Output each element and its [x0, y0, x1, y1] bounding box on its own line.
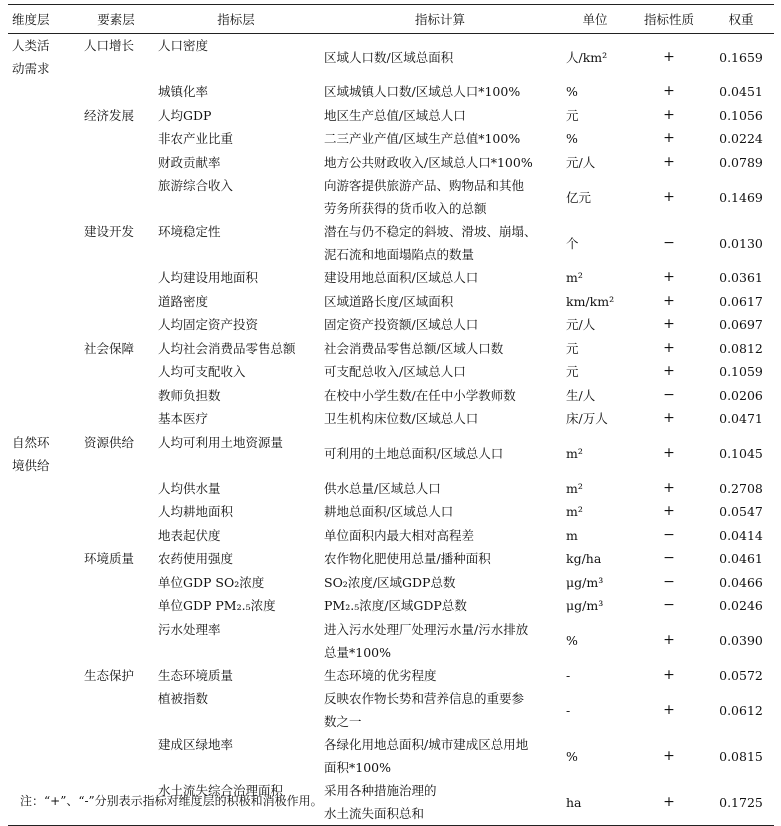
unit-cell: -: [566, 702, 571, 718]
calculation-cell: [320, 174, 560, 220]
element-cell: [80, 664, 152, 688]
indicator-cell: 人均耕地面积: [158, 504, 234, 519]
calculation-line: SO₂浓度/区域GDP总数: [324, 574, 456, 590]
unit-cell: m²: [566, 504, 583, 520]
calculation-cell: [320, 360, 560, 384]
calculation-line: 耕地总面积/区域总人口: [324, 504, 454, 520]
nature-sign-cell: +: [663, 363, 675, 380]
calculation-line: 区域人口数/区域总面积: [324, 49, 454, 65]
indicator-cell: 水土流失综合治理面积: [152, 779, 320, 826]
table-row: [8, 384, 774, 408]
nature-sign-cell: +: [663, 747, 675, 764]
nature-sign-cell: +: [663, 479, 675, 496]
dimension-cell: [8, 174, 80, 220]
indicator-cell: 人均可利用土地资源量: [158, 434, 284, 450]
calculation-line: 二三产业产值/区域生产总值*100%: [324, 131, 521, 147]
dimension-cell: [8, 104, 80, 128]
header-weight: 权重: [708, 5, 774, 34]
table-row: [8, 477, 774, 501]
dimension-cell: [8, 431, 80, 477]
calculation-cell: [320, 618, 560, 664]
nature-sign-cell: +: [663, 269, 675, 286]
element-cell: [80, 431, 152, 477]
dimension-cell: [8, 477, 80, 501]
calculation-line: 地区生产总值/区域总人口: [324, 107, 466, 123]
unit-cell: m²: [566, 446, 583, 461]
unit-cell: 床/万人: [566, 411, 608, 427]
calculation-line: 在校中小学生数/在任中小学教师数: [324, 387, 516, 403]
indicator-cell: 建成区绿地率: [158, 737, 234, 752]
weight-cell: 0.1469: [719, 189, 763, 205]
dimension-cell: [8, 664, 80, 688]
weight-cell: 0.2708: [719, 480, 763, 496]
indicator-cell: 人均固定资产投资: [158, 317, 259, 332]
element-cell: [80, 313, 152, 337]
weight-cell: 0.0572: [719, 667, 763, 683]
calculation-cell: [320, 104, 560, 128]
calculation-line: 地方公共财政收入/区域总人口*100%: [324, 154, 533, 170]
calculation-line: 反映农作物长势和营养信息的重要参: [324, 691, 525, 706]
indicator-cell: 城镇化率: [158, 84, 209, 99]
indicator-cell: 财政贡献率: [158, 154, 221, 170]
element-cell: [80, 290, 152, 314]
calculation-line: 区域城镇人口数/区域总人口*100%: [324, 84, 521, 100]
weight-cell: 0.0130: [719, 235, 763, 251]
dimension-cell: [8, 407, 80, 431]
unit-cell: 亿元: [566, 189, 592, 205]
weight-cell: 0.1059: [719, 364, 763, 380]
weight-cell: 0.0612: [719, 702, 763, 718]
nature-sign-cell: +: [663, 188, 675, 205]
weight-cell: 0.1056: [719, 107, 763, 123]
element-cell: [80, 687, 152, 733]
calculation-line: 社会消费品零售总额/区域人口数: [324, 340, 504, 356]
dimension-label-line2: 境供给: [12, 457, 50, 473]
table-row: [8, 687, 774, 733]
calculation-cell: [320, 80, 560, 104]
dimension-label-line1: 人类活: [12, 38, 50, 53]
table-row: [8, 80, 774, 104]
nature-sign-cell: +: [663, 83, 675, 100]
dimension-cell: [8, 151, 80, 175]
element-cell: [80, 151, 152, 175]
unit-cell: 个: [566, 235, 579, 251]
nature-sign-cell: −: [663, 234, 675, 251]
unit-cell: 元: [566, 364, 579, 380]
unit-cell: ha: [560, 779, 630, 826]
table-row: [8, 431, 774, 477]
indicator-cell: 人均供水量: [158, 480, 221, 496]
element-cell: [80, 34, 152, 81]
calculation-line: 卫生机构床位数/区域总人口: [324, 411, 479, 427]
element-cell: [80, 80, 152, 104]
nature-sign-cell: +: [663, 503, 675, 520]
weight-cell: 0.0547: [719, 504, 763, 520]
unit-cell: km/km²: [566, 293, 615, 309]
nature-sign-cell: +: [663, 292, 675, 309]
element-label: 环境质量: [84, 551, 135, 566]
calculation-cell: [320, 500, 560, 524]
unit-cell: m²: [566, 480, 583, 496]
element-cell: [80, 104, 152, 128]
table-row: [8, 547, 774, 571]
calculation-line: PM₂.₅浓度/区域GDP总数: [324, 598, 467, 614]
dimension-cell: [8, 594, 80, 618]
calculation-cell: [320, 733, 560, 779]
calculation-line: 进入污水处理厂处理污水量/污水排放: [324, 621, 529, 637]
dimension-label-line1: 自然环: [12, 434, 50, 450]
nature-sign-cell: +: [663, 339, 675, 356]
nature-sign-cell: +: [663, 106, 675, 123]
nature-sign-cell: +: [663, 153, 675, 170]
nature-sign-cell: +: [663, 410, 675, 427]
nature-sign-cell: −: [663, 386, 675, 403]
indicator-table: [8, 4, 774, 826]
dimension-cell: [8, 360, 80, 384]
element-label: 人口增长: [84, 38, 135, 53]
indicator-cell: 非农产业比重: [158, 131, 234, 146]
weight-cell: 0.0451: [719, 84, 763, 100]
table-row: [8, 174, 774, 220]
calculation-cell: [320, 290, 560, 314]
weight-cell: 0.1659: [719, 49, 763, 65]
indicator-cell: 地表起伏度: [158, 527, 221, 543]
dimension-cell: [8, 80, 80, 104]
dimension-cell: [8, 571, 80, 595]
unit-cell: %: [566, 748, 578, 764]
calculation-line: 区域道路长度/区域面积: [324, 293, 454, 309]
element-label: 建设开发: [84, 224, 135, 239]
calculation-cell: [320, 127, 560, 151]
table-row: [8, 571, 774, 595]
calculation-line: 各绿化用地总面积/城市建成区总用地: [324, 737, 529, 752]
dimension-cell: [8, 127, 80, 151]
calculation-cell: [320, 594, 560, 618]
indicator-cell: 单位GDP SO₂浓度: [158, 574, 265, 590]
indicator-cell: 植被指数: [158, 691, 209, 706]
calculation-cell: [320, 431, 560, 477]
indicator-cell: 污水处理率: [158, 621, 221, 637]
calculation-cell: [320, 313, 560, 337]
unit-cell: -: [566, 667, 571, 683]
table-row: [8, 34, 774, 81]
indicator-cell: 环境稳定性: [158, 224, 221, 239]
calculation-cell: [320, 220, 560, 266]
weight-cell: 0.0361: [719, 270, 763, 286]
dimension-cell: [8, 618, 80, 664]
dimension-cell: [8, 220, 80, 266]
weight-cell: 0.0414: [719, 527, 763, 543]
element-cell: [80, 384, 152, 408]
calculation-cell: [320, 266, 560, 290]
calculation-cell: [320, 337, 560, 361]
header-element: 要素层: [80, 5, 152, 34]
weight-cell: 0.0812: [719, 340, 763, 356]
unit-cell: m²: [566, 270, 583, 286]
dimension-cell: [8, 547, 80, 571]
weight-cell: 0.0789: [719, 154, 763, 170]
weight-cell: 0.0617: [719, 293, 763, 309]
element-cell: [80, 266, 152, 290]
calculation-cell: [320, 151, 560, 175]
element-cell: [80, 594, 152, 618]
table-row: [8, 733, 774, 779]
dimension-label-line2: 动需求: [12, 61, 50, 76]
indicator-cell: 人均社会消费品零售总额: [158, 340, 296, 356]
table-row: [8, 127, 774, 151]
dimension-cell: [8, 290, 80, 314]
calculation-line: 固定资产投资额/区域总人口: [324, 317, 479, 333]
table-row: [8, 104, 774, 128]
indicator-cell: 旅游综合收入: [158, 178, 234, 193]
element-label: 经济发展: [84, 107, 135, 123]
table-row: [8, 151, 774, 175]
element-cell: [80, 407, 152, 431]
calculation-line: 生态环境的优劣程度: [324, 667, 437, 683]
calculation-line: 劳务所获得的货币收入的总额: [324, 201, 487, 216]
indicator-table-container: [8, 4, 774, 826]
table-header: [8, 5, 774, 34]
unit-cell: 元: [566, 107, 579, 123]
dimension-cell: [8, 337, 80, 361]
weight-cell: 0.0697: [719, 317, 763, 333]
calculation-line: 单位面积内最大相对高程差: [324, 527, 475, 543]
unit-cell: %: [566, 633, 578, 648]
table-row: [8, 266, 774, 290]
unit-cell: %: [566, 84, 578, 100]
nature-sign-cell: −: [663, 526, 675, 543]
header-calculation: 指标计算: [320, 5, 560, 34]
weight-cell: 0.1045: [719, 446, 763, 461]
dimension-cell: [8, 34, 80, 81]
calculation-cell: [320, 571, 560, 595]
calculation-cell: [320, 524, 560, 548]
element-cell: [80, 500, 152, 524]
weight-cell: 0.0206: [719, 387, 763, 403]
table-body: [8, 34, 774, 826]
element-label: 社会保障: [84, 340, 135, 356]
calculation-line: 潜在与仍不稳定的斜坡、滑坡、崩塌、: [324, 224, 537, 239]
table-row: [8, 290, 774, 314]
calculation-cell: [320, 687, 560, 733]
nature-sign-cell: +: [663, 666, 675, 683]
element-cell: [80, 571, 152, 595]
header-unit: 单位: [560, 5, 630, 34]
calculation-cell: [320, 407, 560, 431]
calculation-cell: [320, 779, 560, 826]
table-row: [8, 337, 774, 361]
nature-sign-cell: −: [663, 573, 675, 590]
calculation-cell: [320, 547, 560, 571]
calculation-line: 水土流失面积总和: [324, 806, 425, 821]
header-indicator: 指标层: [152, 5, 320, 34]
calculation-line: 面积*100%: [324, 760, 391, 775]
unit-cell: %: [566, 131, 578, 147]
nature-sign-cell: +: [663, 632, 675, 648]
weight-cell: 0.1725: [708, 779, 774, 826]
element-cell: [80, 337, 152, 361]
header-nature: 指标性质: [630, 5, 708, 34]
nature-sign-cell: −: [663, 550, 675, 567]
weight-cell: 0.0224: [719, 131, 763, 147]
element-cell: [80, 174, 152, 220]
nature-sign-cell: +: [663, 701, 675, 718]
indicator-cell: 农药使用强度: [158, 551, 234, 566]
element-cell: [80, 477, 152, 501]
nature-sign-cell: +: [663, 445, 675, 461]
nature-sign-cell: +: [630, 779, 708, 826]
weight-cell: 0.0471: [719, 411, 763, 427]
table-row: [8, 313, 774, 337]
dimension-cell: [8, 524, 80, 548]
indicator-cell: 人口密度: [158, 38, 209, 53]
element-cell: [80, 524, 152, 548]
nature-sign-cell: −: [663, 597, 675, 614]
calculation-line: 农作物化肥使用总量/播种面积: [324, 551, 491, 567]
calculation-cell: [320, 477, 560, 501]
calculation-line: 总量*100%: [324, 644, 391, 660]
calculation-line: 可支配总收入/区域总人口: [324, 364, 466, 380]
weight-cell: 0.0461: [719, 551, 763, 567]
indicator-cell: 道路密度: [158, 293, 209, 309]
unit-cell: μg/m³: [566, 598, 604, 614]
calculation-line: 供水总量/区域总人口: [324, 480, 441, 496]
dimension-cell: [8, 733, 80, 779]
unit-cell: 生/人: [566, 387, 596, 403]
table-row: [8, 407, 774, 431]
table-row: [8, 594, 774, 618]
unit-cell: 元: [566, 340, 579, 356]
indicator-cell: 教师负担数: [158, 387, 221, 403]
calculation-line: 建设用地总面积/区域总人口: [324, 270, 479, 286]
nature-sign-cell: +: [663, 130, 675, 147]
dimension-cell: [8, 313, 80, 337]
table-row: [8, 500, 774, 524]
indicator-cell: 人均GDP: [158, 107, 212, 123]
table-row: [8, 618, 774, 664]
weight-cell: 0.0390: [719, 633, 763, 648]
unit-cell: kg/ha: [566, 551, 602, 567]
dimension-cell: [8, 687, 80, 733]
weight-cell: 0.0815: [719, 748, 763, 764]
indicator-cell: 基本医疗: [158, 411, 209, 426]
calculation-cell: [320, 384, 560, 408]
table-row: [8, 664, 774, 688]
weight-cell: 0.0246: [719, 598, 763, 614]
element-cell: [80, 220, 152, 266]
unit-cell: 元/人: [566, 317, 596, 333]
dimension-cell: [8, 266, 80, 290]
table-row: [8, 220, 774, 266]
table-row: [8, 524, 774, 548]
unit-cell: m: [566, 527, 578, 543]
calculation-cell: [320, 664, 560, 688]
element-cell: [80, 360, 152, 384]
element-cell: [80, 127, 152, 151]
indicator-cell: 生态环境质量: [158, 667, 234, 683]
table-row: [8, 360, 774, 384]
element-cell: [80, 547, 152, 571]
calculation-cell: [320, 34, 560, 81]
element-cell: [80, 618, 152, 664]
element-cell: [80, 733, 152, 779]
indicator-cell: 单位GDP PM₂.₅浓度: [158, 598, 276, 613]
element-label: 生态保护: [84, 667, 135, 683]
indicator-cell: 人均可支配收入: [158, 364, 246, 379]
calculation-line: 泥石流和地面塌陷点的数量: [324, 247, 475, 262]
calculation-line: 向游客提供旅游产品、购物品和其他: [324, 178, 525, 193]
unit-cell: 元/人: [566, 154, 596, 170]
calculation-line: 可利用的土地总面积/区域总人口: [324, 446, 504, 461]
nature-sign-cell: +: [663, 316, 675, 333]
header-dimension: 维度层: [8, 5, 80, 34]
element-label: 资源供给: [84, 434, 135, 450]
weight-cell: 0.0466: [719, 574, 763, 590]
unit-cell: 人/km²: [566, 49, 608, 65]
indicator-cell: 人均建设用地面积: [158, 270, 259, 285]
table-note: 注：“+”、“-”分别表示指标对维度层的积极和消极作用。: [20, 794, 323, 808]
nature-sign-cell: +: [663, 48, 675, 65]
dimension-cell: [8, 384, 80, 408]
unit-cell: μg/m³: [566, 574, 604, 590]
calculation-line: 数之一: [324, 714, 362, 729]
dimension-cell: [8, 500, 80, 524]
calculation-line: 采用各种措施治理的: [324, 783, 437, 798]
